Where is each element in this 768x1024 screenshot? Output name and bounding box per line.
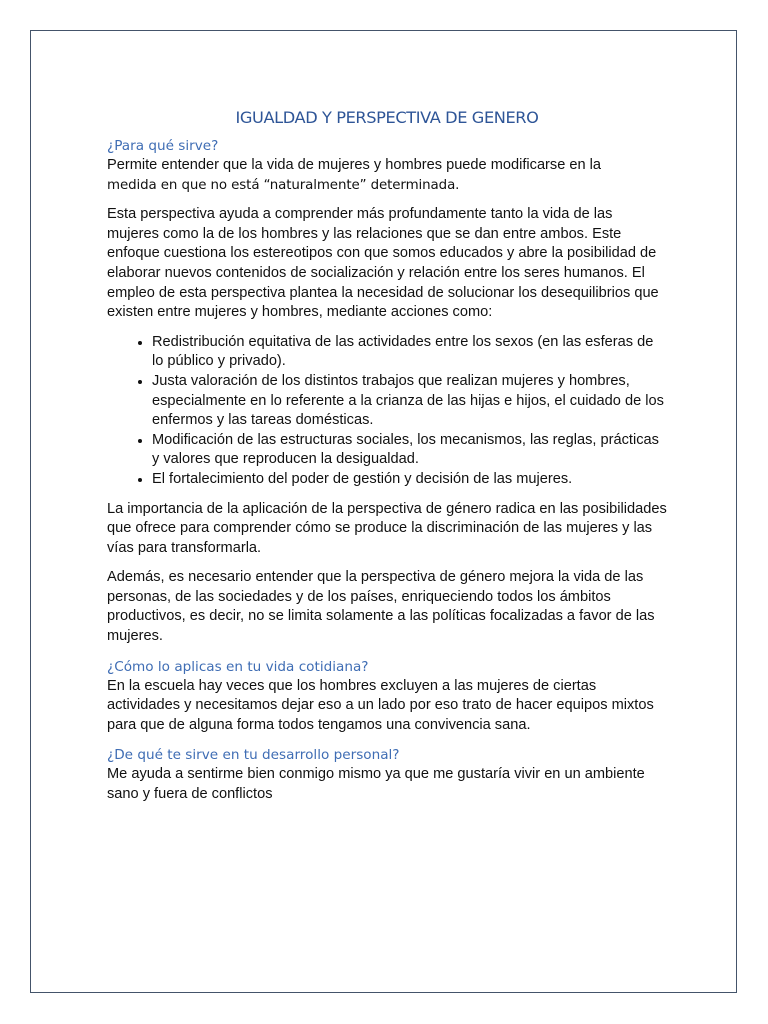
document-body xyxy=(107,106,667,815)
perspective-paragraph: Esta perspectiva ayuda a comprender más profundamente tanto la vida de las mujeres como la de los hombres y las relaciones que se dan entre ambos. Este enfoque cuestiona los estereotipos con que somos educados y abre la posibilidad de elaborar nuevos contenidos de socialización y relación entre los seres humanos. El empleo de esta perspectiva plantea la necesidad de solucionar los desequilibrios que existen entre mujeres y hombres, mediante acciones como: xyxy=(107,206,659,321)
section-heading-vida-cotidiana: ¿Cómo lo aplicas en tu vida cotidiana? xyxy=(107,658,369,675)
actions-list xyxy=(107,333,667,490)
list-item: • Redistribución equitativa de las actividades entre los sexos (en las esferas de lo público y privado). xyxy=(152,333,667,372)
section-heading-para-que-sirve: ¿Para qué sirve? xyxy=(107,138,219,154)
personal-development-paragraph: Me ayuda a sentirme bien conmigo mismo ya que me gustaría vivir en un ambiente sano y fuera de conflictos xyxy=(107,766,645,803)
furthermore-paragraph: Además, es necesario entender que la perspectiva de género mejora la vida de las personas, de las sociedades y de los países, enriqueciendo todos los ámbitos productivos, es decir, no se limita solamente a las políticas focalizadas a favor de las mujeres. xyxy=(107,569,655,645)
intro-line-1: Permite entender que la vida de mujeres y hombres puede modificarse en la xyxy=(107,157,602,173)
section-heading-desarrollo-personal: ¿De qué te sirve en tu desarrollo personal? xyxy=(107,747,400,764)
document-title: IGUALDAD Y PERSPECTIVA DE GENERO xyxy=(235,108,539,127)
importance-paragraph: La importancia de la aplicación de la perspectiva de género radica en las posibilidades que ofrece para comprender cómo se produce la discriminación de las mujeres y las vías para transformarla. xyxy=(107,500,667,556)
intro-paragraph xyxy=(107,156,667,195)
list-item: • Justa valoración de los distintos trabajos que realizan mujeres y hombres, especialmente en lo referente a la crianza de las hijas e hijos, el cuidado de los enfermos y las tareas domésticas. xyxy=(152,372,667,431)
list-item: • Modificación de las estructuras sociales, los mecanismos, las reglas, prácticas y valores que reproducen la desigualdad. xyxy=(152,431,667,470)
intro-line-2: medida en que no está “naturalmente” determinada. xyxy=(107,177,460,193)
list-item: • El fortalecimiento del poder de gestión y decisión de las mujeres. xyxy=(152,470,667,490)
daily-life-paragraph: En la escuela hay veces que los hombres excluyen a las mujeres de ciertas actividades y necesitamos dejar eso a un lado por eso trato de hacer equipos mixtos para que de alguna forma todos tengamos una convivencia sana. xyxy=(107,677,654,733)
